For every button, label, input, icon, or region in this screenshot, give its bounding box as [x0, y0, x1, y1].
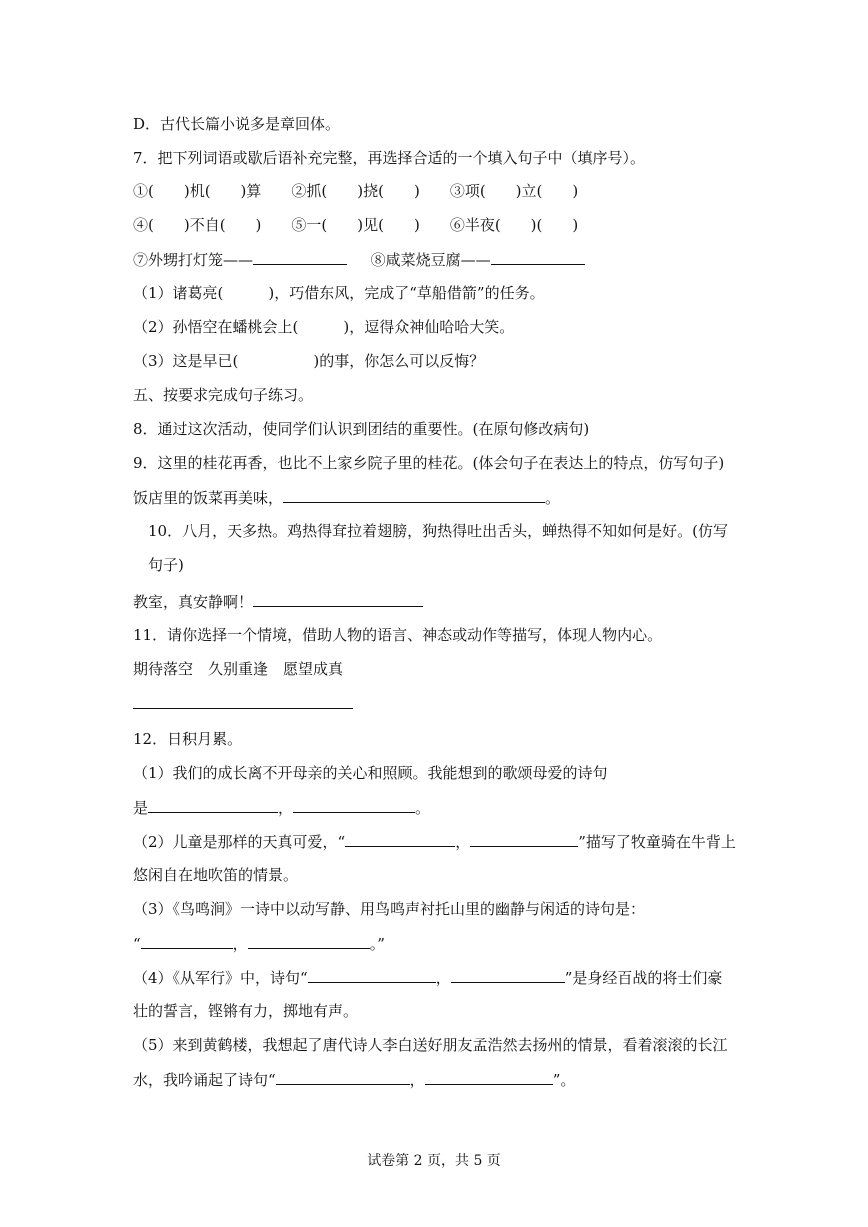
- answer-blank[interactable]: [276, 1069, 410, 1085]
- answer-blank[interactable]: [451, 967, 565, 983]
- q7-row-1: ①( )机( )算 ②抓( )挠( ) ③项( )立( ): [133, 182, 579, 200]
- answer-blank[interactable]: [133, 693, 353, 709]
- q12-part-4-cont: 壮的誓言，铿锵有力，掷地有声。: [133, 1002, 359, 1020]
- answer-blank[interactable]: [141, 933, 233, 949]
- answer-blank[interactable]: [253, 591, 423, 607]
- q12-part-1: （1）我们的成长离不开母亲的关心和照顾。我能想到的歌颂母爱的诗句: [133, 764, 608, 782]
- question-9: 9．这里的桂花再香，也比不上家乡院子里的桂花。(体会句子在表达上的特点，仿写句子): [133, 454, 725, 472]
- q12-part-5-answer: 水，我吟诵起了诗句“ ， ”。: [133, 1071, 576, 1089]
- question-8: 8．通过这次活动，使同学们认识到团结的重要性。(在原句修改病句): [133, 420, 590, 438]
- q10-prompt: 教室，真安静啊！: [133, 593, 254, 611]
- q10-answer-line: [133, 591, 423, 612]
- answer-blank[interactable]: [470, 831, 578, 847]
- q11-answer-line: [133, 693, 353, 714]
- answer-blank[interactable]: [148, 797, 278, 813]
- q12-part-2: （2）儿童是那样的天真可爱，“ ， ”描写了牧童骑在牛背上: [133, 833, 736, 851]
- q7-row-3: [133, 249, 585, 270]
- answer-blank[interactable]: [283, 487, 545, 503]
- section-5-heading: 五、按要求完成句子练习。: [133, 386, 314, 404]
- q7-sentence-1: （1）诸葛亮( )，巧借东风，完成了“草船借箭”的任务。: [133, 284, 545, 302]
- q12-part-3: （3）《鸟鸣涧》一诗中以动写静、用鸟鸣声衬托山里的幽静与闲适的诗句是：: [133, 900, 646, 918]
- q11-options: 期待落空 久别重逢 愿望成真: [133, 660, 344, 678]
- answer-blank[interactable]: [248, 933, 370, 949]
- answer-blank[interactable]: [345, 831, 455, 847]
- q12-part-4: （4）《从军行》中，诗句“ ， ”是身经百战的将士们豪: [133, 969, 723, 987]
- question-10-cont: 句子): [148, 556, 184, 574]
- q12-part-5: （5）来到黄鹤楼，我想起了唐代诗人李白送好朋友孟浩然去扬州的情景，看着滚滚的长江: [133, 1036, 728, 1054]
- answer-blank[interactable]: [491, 249, 585, 265]
- q9-answer-line: 饭店里的饭菜再美味， 。: [133, 489, 561, 507]
- page-footer: 试卷第 2 页，共 5 页: [367, 1153, 501, 1169]
- q12-part-1-answer: 是 ， 。: [133, 799, 431, 817]
- q7-item-8: ⑧咸菜烧豆腐——: [370, 251, 491, 269]
- q7-sentence-3: （3）这是早已( )的事，你怎么可以反悔？: [133, 352, 485, 370]
- answer-blank[interactable]: [253, 249, 347, 265]
- option-d: D．古代长篇小说多是章回体。: [133, 115, 341, 133]
- question-12: 12．日积月累。: [133, 730, 243, 748]
- question-7: 7．把下列词语或歇后语补充完整，再选择合适的一个填入句子中（填序号）。: [133, 149, 646, 167]
- question-11: 11．请你选择一个情境，借助人物的语言、神态或动作等描写，体现人物内心。: [133, 626, 663, 644]
- q12-part-3-answer: “ ， 。”: [133, 935, 385, 953]
- answer-blank[interactable]: [425, 1069, 553, 1085]
- q7-row-2: ④( )不自( ) ⑤一( )见( ) ⑥半夜( )( ): [133, 216, 579, 234]
- answer-blank[interactable]: [308, 967, 436, 983]
- q12-part-2-cont: 悠闲自在地吹笛的情景。: [133, 866, 299, 884]
- question-10: 10．八月，天多热。鸡热得耷拉着翅膀，狗热得吐出舌头，蝉热得不知如何是好。(仿写: [148, 522, 728, 540]
- q9-prompt: 饭店里的饭菜再美味，: [133, 489, 284, 507]
- answer-blank[interactable]: [293, 797, 415, 813]
- q7-sentence-2: （2）孙悟空在蟠桃会上( )，逗得众神仙哈哈大笑。: [133, 318, 515, 336]
- q7-item-7: ⑦外甥打灯笼——: [133, 251, 254, 269]
